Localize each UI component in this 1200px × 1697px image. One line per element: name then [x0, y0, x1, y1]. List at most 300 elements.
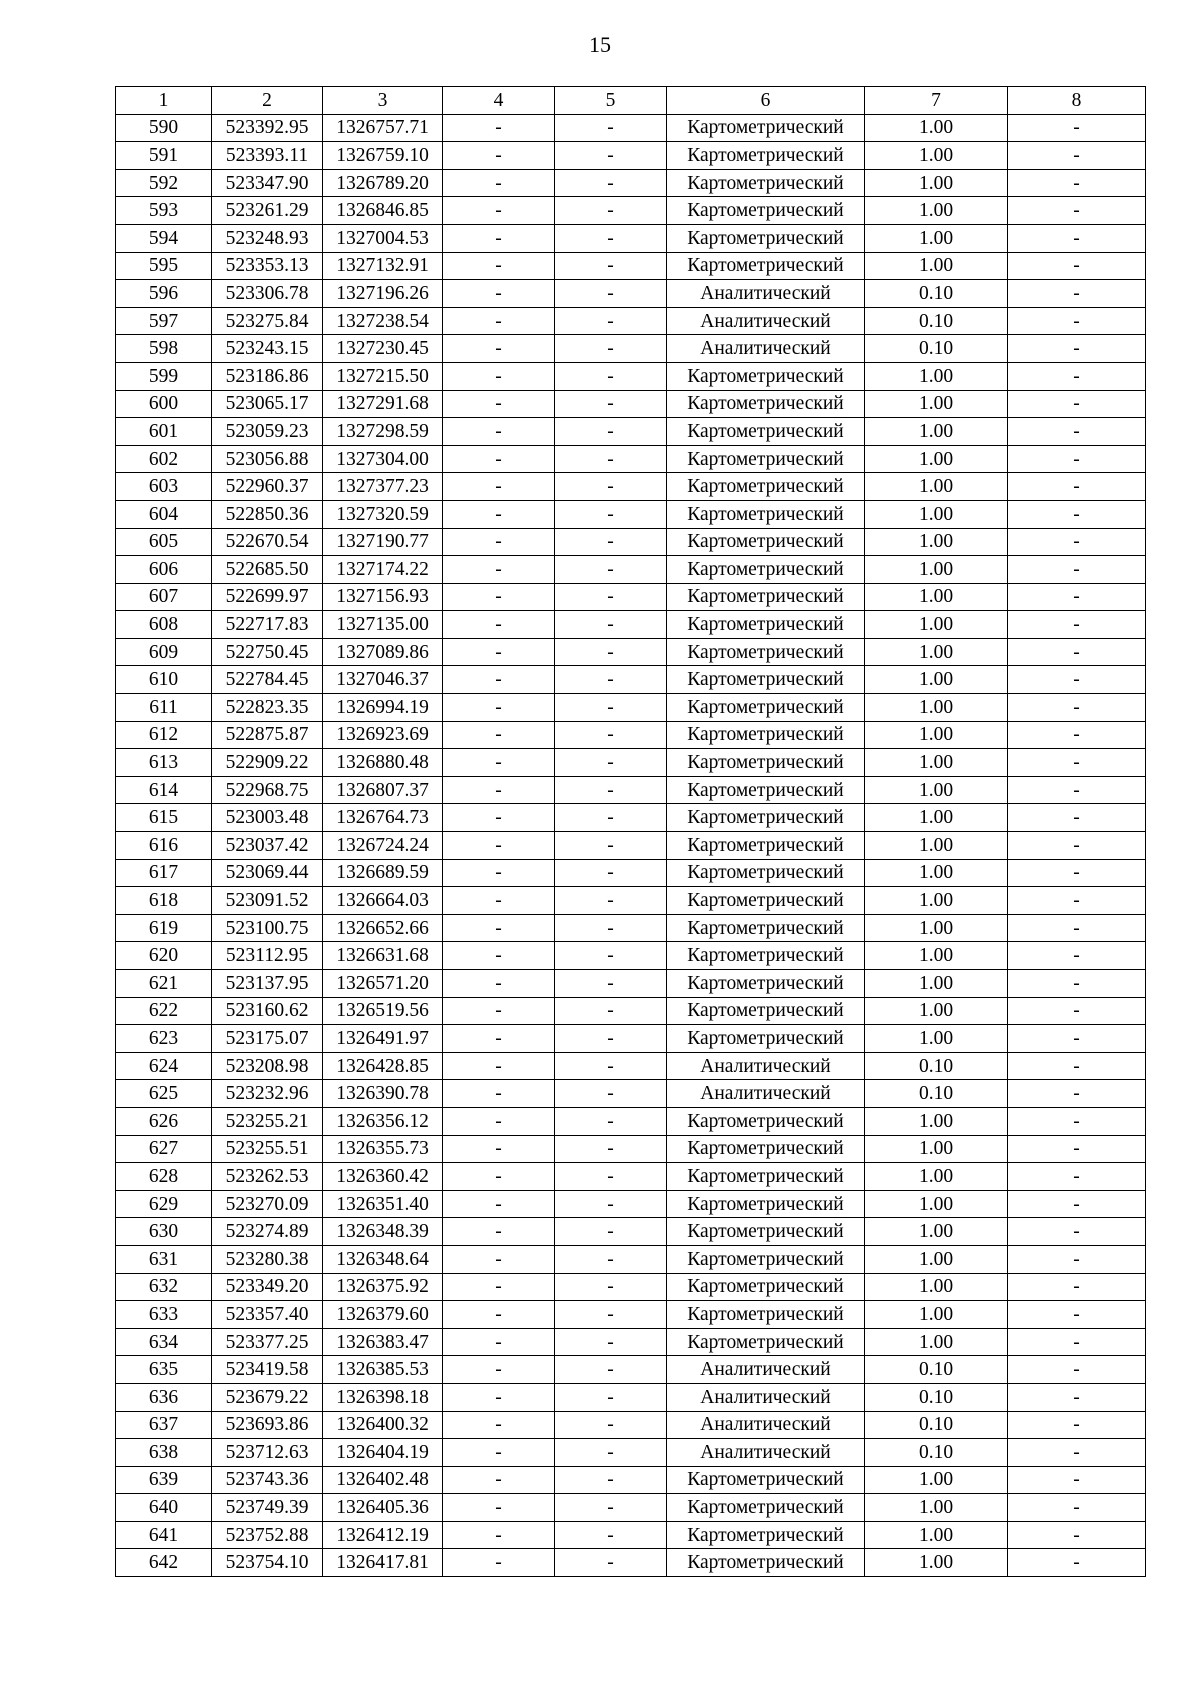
x-coordinate-cell: 522784.45	[212, 666, 323, 694]
y-coordinate-cell: 1326807.37	[323, 776, 443, 804]
column-header: 2	[212, 87, 323, 115]
col4-cell: -	[443, 1052, 555, 1080]
accuracy-cell: 1.00	[865, 1107, 1008, 1135]
col4-cell: -	[443, 1328, 555, 1356]
col5-cell: -	[555, 694, 667, 722]
col4-cell: -	[443, 666, 555, 694]
x-coordinate-cell: 523419.58	[212, 1356, 323, 1384]
col8-cell: -	[1008, 749, 1146, 777]
method-cell: Картометрический	[667, 721, 865, 749]
accuracy-cell: 1.00	[865, 1135, 1008, 1163]
accuracy-cell: 1.00	[865, 1218, 1008, 1246]
point-number-cell: 606	[116, 556, 212, 584]
col4-cell: -	[443, 1135, 555, 1163]
table-row	[116, 749, 1146, 777]
column-header: 7	[865, 87, 1008, 115]
y-coordinate-cell: 1327174.22	[323, 556, 443, 584]
col8-cell: -	[1008, 887, 1146, 915]
col4-cell: -	[443, 335, 555, 363]
table-row	[116, 832, 1146, 860]
col5-cell: -	[555, 942, 667, 970]
y-coordinate-cell: 1327196.26	[323, 280, 443, 308]
col8-cell: -	[1008, 142, 1146, 170]
col5-cell: -	[555, 1135, 667, 1163]
col4-cell: -	[443, 1245, 555, 1273]
accuracy-cell: 1.00	[865, 887, 1008, 915]
col4-cell: -	[443, 721, 555, 749]
col5-cell: -	[555, 224, 667, 252]
x-coordinate-cell: 522699.97	[212, 583, 323, 611]
col8-cell: -	[1008, 1301, 1146, 1329]
point-number-cell: 594	[116, 224, 212, 252]
table-row	[116, 611, 1146, 639]
col8-cell: -	[1008, 1052, 1146, 1080]
col4-cell: -	[443, 1549, 555, 1577]
col4-cell: -	[443, 832, 555, 860]
x-coordinate-cell: 523377.25	[212, 1328, 323, 1356]
x-coordinate-cell: 523175.07	[212, 1025, 323, 1053]
method-cell: Картометрический	[667, 1163, 865, 1191]
method-cell: Картометрический	[667, 997, 865, 1025]
col5-cell: -	[555, 280, 667, 308]
x-coordinate-cell: 523306.78	[212, 280, 323, 308]
table-body	[116, 114, 1146, 1576]
x-coordinate-cell: 523353.13	[212, 252, 323, 280]
y-coordinate-cell: 1326360.42	[323, 1163, 443, 1191]
method-cell: Картометрический	[667, 1190, 865, 1218]
point-number-cell: 611	[116, 694, 212, 722]
x-coordinate-cell: 522875.87	[212, 721, 323, 749]
point-number-cell: 612	[116, 721, 212, 749]
point-number-cell: 619	[116, 914, 212, 942]
table-row	[116, 252, 1146, 280]
x-coordinate-cell: 523137.95	[212, 970, 323, 998]
method-cell: Картометрический	[667, 887, 865, 915]
col5-cell: -	[555, 1494, 667, 1522]
col5-cell: -	[555, 445, 667, 473]
accuracy-cell: 1.00	[865, 1025, 1008, 1053]
page-number: 15	[589, 32, 611, 57]
y-coordinate-cell: 1326994.19	[323, 694, 443, 722]
accuracy-cell: 1.00	[865, 832, 1008, 860]
x-coordinate-cell: 523357.40	[212, 1301, 323, 1329]
table-row	[116, 1273, 1146, 1301]
column-header: 8	[1008, 87, 1146, 115]
col5-cell: -	[555, 666, 667, 694]
method-cell: Картометрический	[667, 362, 865, 390]
point-number-cell: 620	[116, 942, 212, 970]
col5-cell: -	[555, 390, 667, 418]
y-coordinate-cell: 1326405.36	[323, 1494, 443, 1522]
col4-cell: -	[443, 1273, 555, 1301]
col5-cell: -	[555, 197, 667, 225]
method-cell: Картометрический	[667, 1025, 865, 1053]
x-coordinate-cell: 523712.63	[212, 1439, 323, 1467]
y-coordinate-cell: 1326400.32	[323, 1411, 443, 1439]
col8-cell: -	[1008, 473, 1146, 501]
point-number-cell: 630	[116, 1218, 212, 1246]
x-coordinate-cell: 523186.86	[212, 362, 323, 390]
col4-cell: -	[443, 169, 555, 197]
accuracy-cell: 1.00	[865, 694, 1008, 722]
method-cell: Картометрический	[667, 694, 865, 722]
method-cell: Картометрический	[667, 473, 865, 501]
col4-cell: -	[443, 500, 555, 528]
x-coordinate-cell: 523752.88	[212, 1521, 323, 1549]
col4-cell: -	[443, 473, 555, 501]
col5-cell: -	[555, 1163, 667, 1191]
col8-cell: -	[1008, 1245, 1146, 1273]
table-row	[116, 997, 1146, 1025]
point-number-cell: 622	[116, 997, 212, 1025]
table-row	[116, 1107, 1146, 1135]
col5-cell: -	[555, 638, 667, 666]
accuracy-cell: 1.00	[865, 362, 1008, 390]
accuracy-cell: 1.00	[865, 252, 1008, 280]
point-number-cell: 637	[116, 1411, 212, 1439]
col8-cell: -	[1008, 1328, 1146, 1356]
table-row	[116, 280, 1146, 308]
accuracy-cell: 1.00	[865, 114, 1008, 142]
x-coordinate-cell: 523392.95	[212, 114, 323, 142]
point-number-cell: 608	[116, 611, 212, 639]
col5-cell: -	[555, 556, 667, 584]
point-number-cell: 616	[116, 832, 212, 860]
col4-cell: -	[443, 1218, 555, 1246]
accuracy-cell: 1.00	[865, 1466, 1008, 1494]
table-row	[116, 224, 1146, 252]
point-number-cell: 621	[116, 970, 212, 998]
accuracy-cell: 1.00	[865, 914, 1008, 942]
method-cell: Картометрический	[667, 556, 865, 584]
table-row	[116, 1439, 1146, 1467]
table-row	[116, 776, 1146, 804]
x-coordinate-cell: 523056.88	[212, 445, 323, 473]
col8-cell: -	[1008, 1411, 1146, 1439]
table-row	[116, 666, 1146, 694]
x-coordinate-cell: 522823.35	[212, 694, 323, 722]
col8-cell: -	[1008, 942, 1146, 970]
y-coordinate-cell: 1327132.91	[323, 252, 443, 280]
col4-cell: -	[443, 887, 555, 915]
table-row	[116, 197, 1146, 225]
col8-cell: -	[1008, 914, 1146, 942]
point-number-cell: 610	[116, 666, 212, 694]
col5-cell: -	[555, 887, 667, 915]
col5-cell: -	[555, 169, 667, 197]
method-cell: Картометрический	[667, 914, 865, 942]
col4-cell: -	[443, 611, 555, 639]
table-row	[116, 887, 1146, 915]
point-number-cell: 634	[116, 1328, 212, 1356]
column-header: 6	[667, 87, 865, 115]
accuracy-cell: 1.00	[865, 749, 1008, 777]
col5-cell: -	[555, 997, 667, 1025]
y-coordinate-cell: 1326759.10	[323, 142, 443, 170]
x-coordinate-cell: 523255.21	[212, 1107, 323, 1135]
accuracy-cell: 1.00	[865, 1301, 1008, 1329]
y-coordinate-cell: 1327135.00	[323, 611, 443, 639]
accuracy-cell: 0.10	[865, 1383, 1008, 1411]
col5-cell: -	[555, 362, 667, 390]
y-coordinate-cell: 1326398.18	[323, 1383, 443, 1411]
col5-cell: -	[555, 1190, 667, 1218]
col8-cell: -	[1008, 362, 1146, 390]
table-row	[116, 418, 1146, 446]
method-cell: Картометрический	[667, 1273, 865, 1301]
col5-cell: -	[555, 611, 667, 639]
col5-cell: -	[555, 1439, 667, 1467]
col4-cell: -	[443, 528, 555, 556]
table-row	[116, 1328, 1146, 1356]
y-coordinate-cell: 1326417.81	[323, 1549, 443, 1577]
col8-cell: -	[1008, 500, 1146, 528]
x-coordinate-cell: 523091.52	[212, 887, 323, 915]
accuracy-cell: 0.10	[865, 1439, 1008, 1467]
method-cell: Картометрический	[667, 1466, 865, 1494]
method-cell: Аналитический	[667, 280, 865, 308]
x-coordinate-cell: 523160.62	[212, 997, 323, 1025]
y-coordinate-cell: 1326355.73	[323, 1135, 443, 1163]
point-number-cell: 628	[116, 1163, 212, 1191]
y-coordinate-cell: 1327238.54	[323, 307, 443, 335]
col4-cell: -	[443, 362, 555, 390]
accuracy-cell: 0.10	[865, 280, 1008, 308]
col5-cell: -	[555, 914, 667, 942]
method-cell: Картометрический	[667, 1107, 865, 1135]
col5-cell: -	[555, 500, 667, 528]
point-number-cell: 597	[116, 307, 212, 335]
header-row	[116, 87, 1146, 115]
col5-cell: -	[555, 1328, 667, 1356]
col8-cell: -	[1008, 1135, 1146, 1163]
point-number-cell: 617	[116, 859, 212, 887]
col5-cell: -	[555, 335, 667, 363]
method-cell: Картометрический	[667, 169, 865, 197]
col5-cell: -	[555, 1245, 667, 1273]
col4-cell: -	[443, 1383, 555, 1411]
table-row	[116, 583, 1146, 611]
y-coordinate-cell: 1326402.48	[323, 1466, 443, 1494]
table-row	[116, 970, 1146, 998]
point-number-cell: 625	[116, 1080, 212, 1108]
point-number-cell: 636	[116, 1383, 212, 1411]
column-header: 5	[555, 87, 667, 115]
method-cell: Картометрический	[667, 832, 865, 860]
x-coordinate-cell: 522960.37	[212, 473, 323, 501]
accuracy-cell: 1.00	[865, 583, 1008, 611]
point-number-cell: 599	[116, 362, 212, 390]
column-header: 4	[443, 87, 555, 115]
col8-cell: -	[1008, 832, 1146, 860]
col5-cell: -	[555, 832, 667, 860]
method-cell: Картометрический	[667, 970, 865, 998]
y-coordinate-cell: 1326664.03	[323, 887, 443, 915]
col8-cell: -	[1008, 1521, 1146, 1549]
method-cell: Картометрический	[667, 942, 865, 970]
y-coordinate-cell: 1326846.85	[323, 197, 443, 225]
table-row	[116, 1301, 1146, 1329]
col5-cell: -	[555, 418, 667, 446]
x-coordinate-cell: 523069.44	[212, 859, 323, 887]
table-row	[116, 859, 1146, 887]
y-coordinate-cell: 1326356.12	[323, 1107, 443, 1135]
method-cell: Картометрический	[667, 749, 865, 777]
col4-cell: -	[443, 307, 555, 335]
accuracy-cell: 1.00	[865, 1163, 1008, 1191]
col4-cell: -	[443, 804, 555, 832]
col8-cell: -	[1008, 611, 1146, 639]
table-row	[116, 142, 1146, 170]
table-row	[116, 1052, 1146, 1080]
col8-cell: -	[1008, 224, 1146, 252]
col8-cell: -	[1008, 445, 1146, 473]
col5-cell: -	[555, 1466, 667, 1494]
table-row	[116, 1494, 1146, 1522]
method-cell: Картометрический	[667, 1328, 865, 1356]
accuracy-cell: 1.00	[865, 666, 1008, 694]
y-coordinate-cell: 1327304.00	[323, 445, 443, 473]
x-coordinate-cell: 522685.50	[212, 556, 323, 584]
table-row	[116, 362, 1146, 390]
col4-cell: -	[443, 390, 555, 418]
method-cell: Картометрический	[667, 1245, 865, 1273]
col4-cell: -	[443, 197, 555, 225]
method-cell: Картометрический	[667, 224, 865, 252]
col4-cell: -	[443, 776, 555, 804]
col8-cell: -	[1008, 1549, 1146, 1577]
x-coordinate-cell: 522750.45	[212, 638, 323, 666]
col5-cell: -	[555, 776, 667, 804]
table-row	[116, 942, 1146, 970]
method-cell: Картометрический	[667, 666, 865, 694]
accuracy-cell: 1.00	[865, 418, 1008, 446]
method-cell: Картометрический	[667, 1301, 865, 1329]
y-coordinate-cell: 1326764.73	[323, 804, 443, 832]
method-cell: Картометрический	[667, 114, 865, 142]
col8-cell: -	[1008, 418, 1146, 446]
point-number-cell: 633	[116, 1301, 212, 1329]
point-number-cell: 631	[116, 1245, 212, 1273]
x-coordinate-cell: 522670.54	[212, 528, 323, 556]
table-row	[116, 914, 1146, 942]
point-number-cell: 607	[116, 583, 212, 611]
col5-cell: -	[555, 1521, 667, 1549]
method-cell: Аналитический	[667, 1356, 865, 1384]
col4-cell: -	[443, 1301, 555, 1329]
point-number-cell: 591	[116, 142, 212, 170]
column-header: 1	[116, 87, 212, 115]
y-coordinate-cell: 1326757.71	[323, 114, 443, 142]
table-row	[116, 445, 1146, 473]
col4-cell: -	[443, 418, 555, 446]
accuracy-cell: 1.00	[865, 169, 1008, 197]
y-coordinate-cell: 1326375.92	[323, 1273, 443, 1301]
accuracy-cell: 0.10	[865, 307, 1008, 335]
col4-cell: -	[443, 252, 555, 280]
method-cell: Аналитический	[667, 1411, 865, 1439]
y-coordinate-cell: 1326923.69	[323, 721, 443, 749]
method-cell: Аналитический	[667, 335, 865, 363]
method-cell: Картометрический	[667, 638, 865, 666]
accuracy-cell: 1.00	[865, 638, 1008, 666]
y-coordinate-cell: 1326348.64	[323, 1245, 443, 1273]
y-coordinate-cell: 1326412.19	[323, 1521, 443, 1549]
col8-cell: -	[1008, 1080, 1146, 1108]
x-coordinate-cell: 523347.90	[212, 169, 323, 197]
method-cell: Картометрический	[667, 1549, 865, 1577]
accuracy-cell: 1.00	[865, 528, 1008, 556]
col8-cell: -	[1008, 1356, 1146, 1384]
point-number-cell: 602	[116, 445, 212, 473]
x-coordinate-cell: 523274.89	[212, 1218, 323, 1246]
y-coordinate-cell: 1326348.39	[323, 1218, 443, 1246]
point-number-cell: 600	[116, 390, 212, 418]
col5-cell: -	[555, 528, 667, 556]
col4-cell: -	[443, 1163, 555, 1191]
accuracy-cell: 1.00	[865, 1245, 1008, 1273]
col4-cell: -	[443, 694, 555, 722]
table-row	[116, 638, 1146, 666]
y-coordinate-cell: 1326724.24	[323, 832, 443, 860]
y-coordinate-cell: 1326571.20	[323, 970, 443, 998]
col8-cell: -	[1008, 721, 1146, 749]
col8-cell: -	[1008, 335, 1146, 363]
col5-cell: -	[555, 804, 667, 832]
accuracy-cell: 1.00	[865, 942, 1008, 970]
y-coordinate-cell: 1326631.68	[323, 942, 443, 970]
point-number-cell: 627	[116, 1135, 212, 1163]
x-coordinate-cell: 523280.38	[212, 1245, 323, 1273]
col5-cell: -	[555, 749, 667, 777]
accuracy-cell: 1.00	[865, 1190, 1008, 1218]
x-coordinate-cell: 523255.51	[212, 1135, 323, 1163]
y-coordinate-cell: 1326519.56	[323, 997, 443, 1025]
col5-cell: -	[555, 1025, 667, 1053]
col5-cell: -	[555, 1218, 667, 1246]
col8-cell: -	[1008, 804, 1146, 832]
col4-cell: -	[443, 1080, 555, 1108]
method-cell: Картометрический	[667, 142, 865, 170]
point-number-cell: 623	[116, 1025, 212, 1053]
col8-cell: -	[1008, 1025, 1146, 1053]
col8-cell: -	[1008, 169, 1146, 197]
x-coordinate-cell: 523749.39	[212, 1494, 323, 1522]
y-coordinate-cell: 1326880.48	[323, 749, 443, 777]
col4-cell: -	[443, 859, 555, 887]
table-row	[116, 1080, 1146, 1108]
col5-cell: -	[555, 1411, 667, 1439]
method-cell: Картометрический	[667, 1135, 865, 1163]
table-row	[116, 1190, 1146, 1218]
point-number-cell: 618	[116, 887, 212, 915]
accuracy-cell: 0.10	[865, 1356, 1008, 1384]
point-number-cell: 641	[116, 1521, 212, 1549]
col8-cell: -	[1008, 859, 1146, 887]
table-row	[116, 1245, 1146, 1273]
col4-cell: -	[443, 749, 555, 777]
point-number-cell: 605	[116, 528, 212, 556]
method-cell: Картометрический	[667, 1218, 865, 1246]
col4-cell: -	[443, 1356, 555, 1384]
col5-cell: -	[555, 1549, 667, 1577]
accuracy-cell: 1.00	[865, 611, 1008, 639]
y-coordinate-cell: 1326383.47	[323, 1328, 443, 1356]
table-row	[116, 694, 1146, 722]
accuracy-cell: 1.00	[865, 445, 1008, 473]
y-coordinate-cell: 1326789.20	[323, 169, 443, 197]
point-number-cell: 613	[116, 749, 212, 777]
